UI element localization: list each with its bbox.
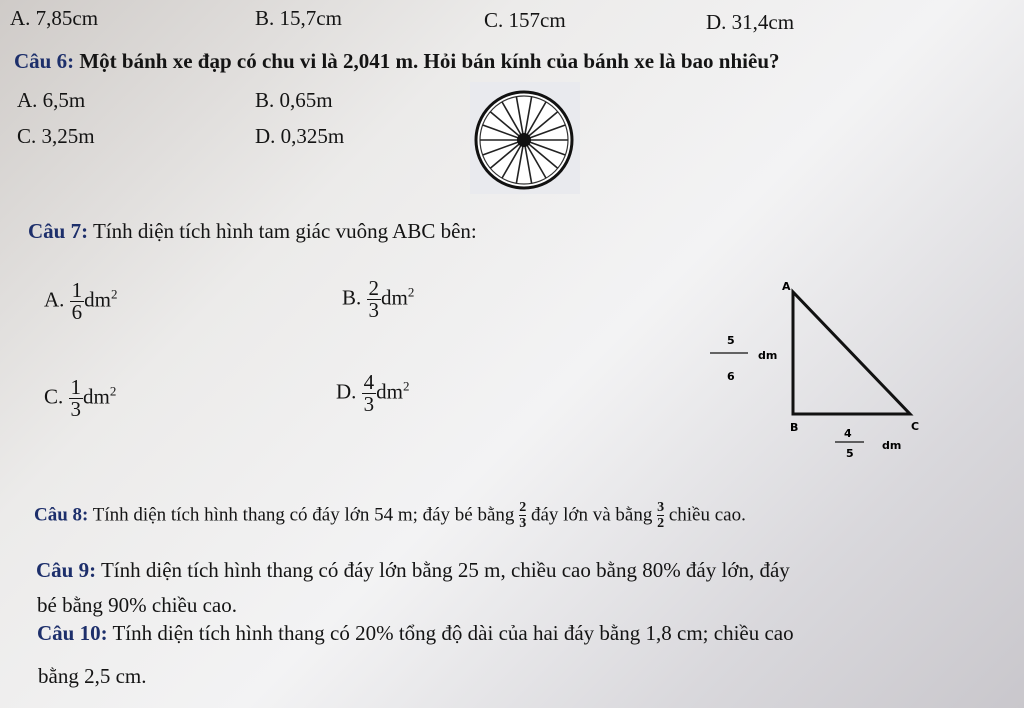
q5-option-b: B. 15,7cm (255, 6, 342, 30)
q10-question-line-2: bằng 2,5 cm. (38, 664, 147, 688)
q7-option-d: D. $\frac{4}{3}$ $dm^2$ (336, 370, 410, 416)
q10-label: Câu 10: (37, 621, 108, 645)
q6-option-c: C. 3,25m (17, 124, 95, 148)
q6-question (14, 49, 780, 74)
triangle-shape (793, 292, 910, 414)
q9-label: Câu 9: (36, 558, 97, 582)
q9-question-line-2: bé bằng 90% chiều cao. (37, 593, 238, 617)
q8-question: Câu 8: Tính diện tích hình thang có đáy lớn 54 m; đáy bé bằng $\frac{2}{3}$ đáy lớn và bằng $\frac{3}{2}$ chiều cao. (34, 500, 746, 532)
side-ab-den: 6 (727, 370, 735, 383)
q6-text: Một bánh xe đạp có chu vi là 2,041 m. Hỏi bán kính của bánh xe là bao nhiêu? (79, 49, 780, 73)
triangle-abc-figure (700, 278, 930, 468)
q7-option-b: B. $\frac{2}{3}$ $dm^2$ (342, 276, 415, 322)
side-ab-unit: dm (758, 349, 778, 362)
q5-option-a: A. 7,85cm (10, 6, 99, 30)
q8-label: Câu 8: (34, 504, 89, 526)
q7-option-a: A. $\frac{1}{6}$ $dm^2$ (44, 278, 118, 324)
q8-fraction-2: $\frac{3}{2}$ (657, 500, 665, 532)
q7-label: Câu 7: (28, 219, 89, 243)
q6-label: Câu 6: (14, 49, 75, 73)
q6-option-b: B. 0,65m (255, 88, 333, 112)
q9-question-line-1: Câu 9: Tính diện tích hình thang có đáy lớn bằng 25 m, chiều cao bằng 80% đáy lớn, đáy (36, 558, 790, 582)
side-bc-unit: dm (882, 439, 902, 452)
bicycle-wheel-image (470, 82, 580, 194)
q6-option-d: D. 0,325m (255, 124, 345, 148)
q6-option-a: A. 6,5m (17, 88, 86, 112)
q8-fraction-1: $\frac{2}{3}$ (519, 500, 527, 532)
vertex-b-label: B (790, 421, 799, 434)
q5-option-d: D. 31,4cm (706, 10, 795, 34)
vertex-c-label: C (911, 420, 920, 433)
q7-text: Tính diện tích hình tam giác vuông ABC bên: (92, 219, 477, 243)
side-bc-den: 5 (846, 447, 854, 460)
side-bc-num: 4 (844, 427, 852, 440)
q7-option-c: C. $\frac{1}{3}$ $dm^2$ (44, 375, 117, 421)
vertex-a-label: A (782, 280, 791, 293)
q10-question-line-1: Câu 10: Tính diện tích hình thang có 20% tổng độ dài của hai đáy bằng 1,8 cm; chiều cao (37, 621, 794, 645)
side-ab-num: 5 (727, 334, 735, 347)
q5-option-c: C. 157cm (484, 8, 566, 32)
q7-question (28, 219, 477, 244)
